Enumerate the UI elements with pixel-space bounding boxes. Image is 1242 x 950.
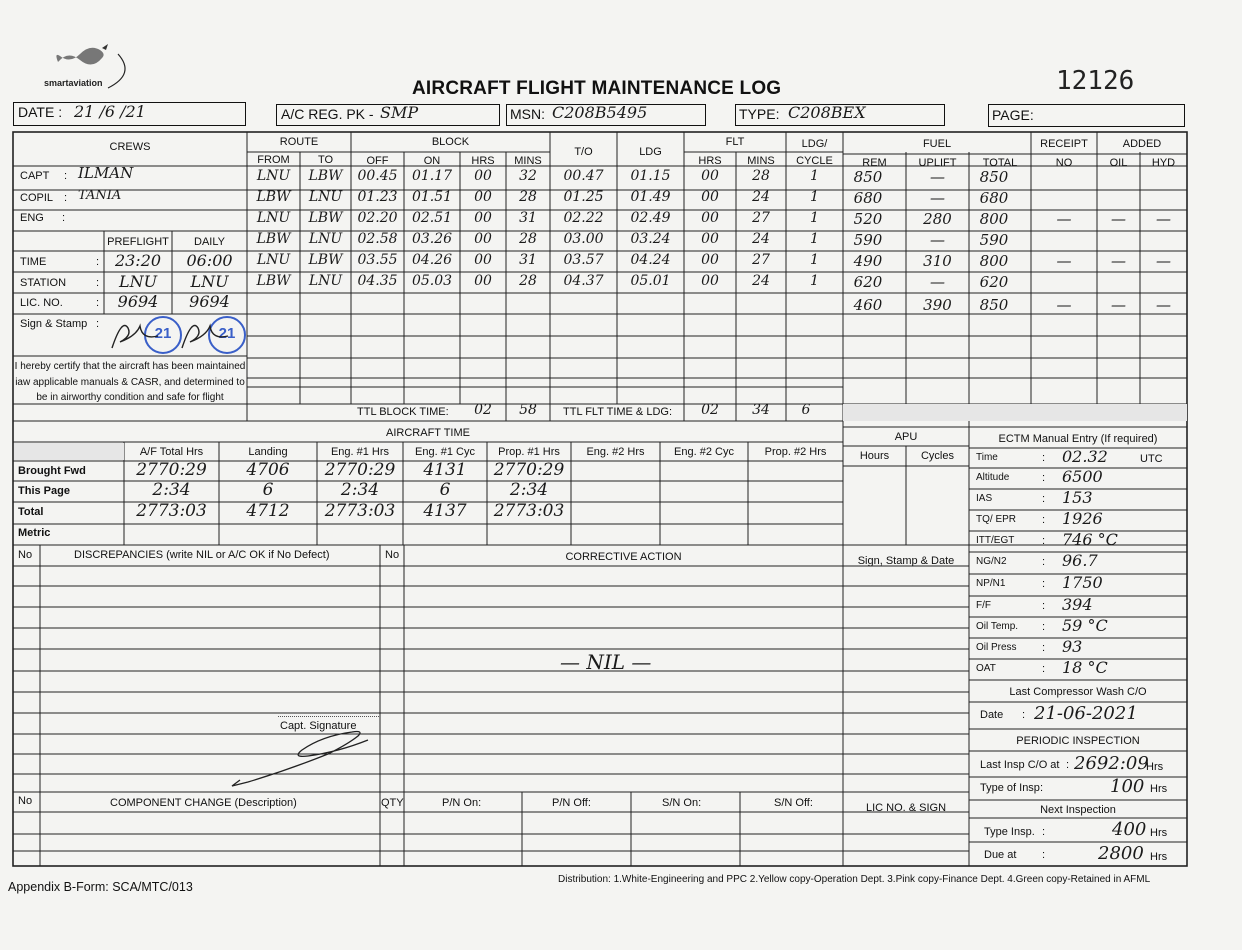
aircraft-time-col-header: Prop. #2 Hrs — [764, 446, 827, 458]
aircraft-time-row-label: This Page — [18, 485, 70, 497]
ectm-row-value[interactable]: 59 °C — [1062, 616, 1108, 635]
lic-preflight[interactable]: 9694 — [117, 292, 159, 311]
comp-no-header: No — [18, 795, 33, 807]
flight-hrs-cell[interactable]: 00 — [474, 273, 492, 289]
ectm-colon: : — [1042, 642, 1046, 654]
flt-hrs-header: HRS — [698, 155, 722, 167]
type-insp-value[interactable]: 100 — [1110, 776, 1145, 797]
date-label: DATE : — [18, 104, 63, 120]
ectm-colon: : — [1042, 535, 1046, 547]
aircraft-time-cell[interactable]: 2773:03 — [324, 501, 396, 521]
ectm-row-value[interactable]: 746 °C — [1062, 530, 1118, 549]
due-unit: Hrs — [1150, 851, 1168, 863]
ectm-row-value[interactable]: 1750 — [1062, 573, 1103, 592]
ectm-row-label: Oil Temp. — [976, 621, 1019, 632]
compressor-wash-colon: : — [1022, 709, 1026, 721]
comp-pn-off-header: P/N Off: — [552, 797, 591, 809]
aircraft-time-cell[interactable]: 2770:29 — [136, 460, 207, 480]
aircraft-time-cell[interactable]: 2773:03 — [493, 501, 565, 521]
due-value[interactable]: 2800 — [1098, 843, 1144, 864]
flight-to-cell[interactable]: LBW — [308, 210, 343, 226]
ectm-row-value[interactable]: 153 — [1062, 488, 1093, 507]
ectm-row-value[interactable]: 18 °C — [1062, 658, 1108, 677]
time-daily[interactable]: 06:00 — [186, 251, 233, 270]
flight-to-time-cell[interactable]: 04.37 — [563, 273, 604, 289]
corrective-title: CORRECTIVE ACTION — [565, 551, 682, 563]
flight-off-cell[interactable]: 02.20 — [357, 210, 398, 226]
ectm-row-label: IAS — [976, 493, 993, 504]
flight-from-cell[interactable]: LBW — [256, 231, 291, 247]
next-type-unit: Hrs — [1150, 827, 1168, 839]
ectm-row-label: Altitude — [976, 472, 1010, 483]
fuel-uplift-cell[interactable]: 280 — [923, 210, 952, 228]
flight-flt-hrs-cell[interactable]: 00 — [701, 210, 719, 226]
flight-flt-hrs-cell[interactable]: 00 — [701, 231, 719, 247]
aircraft-time-col-header: A/F Total Hrs — [139, 446, 204, 458]
flt-header: FLT — [725, 136, 745, 148]
flight-mins-cell[interactable]: 28 — [519, 273, 537, 289]
flight-flt-mins-cell[interactable]: 24 — [752, 231, 770, 247]
comp-sn-on-header: S/N On: — [662, 797, 702, 809]
station-colon: : — [96, 277, 100, 289]
fuel-rem-cell[interactable]: 490 — [853, 252, 883, 270]
flight-to-cell[interactable]: LBW — [308, 168, 343, 184]
aircraft-time-row-label: Brought Fwd — [18, 465, 86, 477]
apu-hours-header: Hours — [859, 450, 890, 462]
station-label: STATION — [20, 277, 67, 289]
rem-header: REM — [862, 157, 887, 169]
fuel-uplift-cell[interactable]: — — [930, 273, 945, 291]
flight-ldg-cell[interactable]: 03.24 — [630, 231, 671, 247]
time-label: TIME — [20, 256, 47, 268]
fuel-total-cell[interactable]: 850 — [979, 296, 1009, 314]
compressor-wash-date[interactable]: 21-06-2021 — [1034, 703, 1138, 724]
flight-mins-cell[interactable]: 28 — [519, 231, 537, 247]
last-insp-value[interactable]: 2692:09 — [1074, 753, 1149, 774]
copil-value[interactable]: TANIA — [78, 188, 122, 203]
station-preflight[interactable]: LNU — [118, 272, 158, 291]
fuel-rem-cell[interactable]: 520 — [853, 210, 883, 228]
flight-off-cell[interactable]: 04.35 — [357, 273, 398, 289]
type-value[interactable]: C208BEX — [788, 103, 866, 122]
off-header: OFF — [366, 155, 389, 167]
to-header: TO — [317, 154, 334, 166]
capt-signature-label: Capt. Signature — [280, 720, 357, 732]
comp-sn-off-header: S/N Off: — [774, 797, 813, 809]
fuel-uplift-cell[interactable]: 310 — [923, 252, 952, 270]
ectm-colon: : — [1042, 578, 1046, 590]
lic-label: LIC. NO. — [20, 297, 63, 309]
flight-to-time-cell[interactable]: 03.57 — [563, 252, 604, 268]
flight-flt-hrs-cell[interactable]: 00 — [701, 189, 719, 205]
fuel-total-cell[interactable]: 680 — [979, 189, 1009, 207]
fuel-uplift-cell[interactable]: — — [930, 168, 945, 186]
ttl-shade — [843, 404, 1187, 421]
station-daily[interactable]: LNU — [190, 272, 229, 291]
corr-no-header: No — [385, 549, 400, 561]
flight-hrs-cell[interactable]: 00 — [474, 252, 492, 268]
ectm-row-label: NP/N1 — [976, 578, 1006, 589]
flight-to-cell[interactable]: LNU — [308, 189, 343, 205]
flight-ldg-cell[interactable]: 01.15 — [630, 168, 671, 184]
hrs-header: HRS — [471, 155, 495, 167]
fuel-oil-cell[interactable]: — — [1111, 296, 1126, 314]
capt-signature-scribble — [232, 732, 368, 787]
ac-reg-value[interactable]: SMP — [380, 103, 419, 122]
flight-from-cell[interactable]: LNU — [256, 210, 291, 226]
ldg-header: LDG — [639, 146, 662, 158]
flight-mins-cell[interactable]: 31 — [519, 210, 537, 226]
msn-label: MSN: — [510, 106, 545, 122]
flight-hrs-cell[interactable]: 00 — [474, 168, 492, 184]
ectm-colon: : — [1042, 663, 1046, 675]
aircraft-time-cell[interactable]: 2770:29 — [493, 460, 565, 480]
ectm-colon: : — [1042, 600, 1046, 612]
compressor-wash-date-label: Date — [980, 709, 1004, 721]
sign-colon: : — [96, 318, 100, 330]
ectm-title: ECTM Manual Entry (If required) — [998, 433, 1158, 445]
copil-colon: : — [64, 192, 68, 204]
lic-colon: : — [96, 297, 100, 309]
ectm-row-label: NG/N2 — [976, 556, 1007, 567]
flight-flt-hrs-cell[interactable]: 00 — [701, 168, 719, 184]
flight-off-cell[interactable]: 03.55 — [357, 252, 398, 268]
next-type-value[interactable]: 400 — [1112, 819, 1147, 840]
to-time-header: T/O — [574, 146, 593, 158]
ectm-row-label: ITT/EGT — [976, 535, 1015, 546]
ectm-row-label: F/F — [976, 600, 991, 611]
aircraft-time-cell[interactable]: 2:34 — [152, 480, 191, 500]
comp-lic-sign-header: LIC NO. & SIGN — [865, 802, 947, 814]
capt-value[interactable]: ILMAN — [78, 164, 134, 182]
ectm-row-value[interactable]: 394 — [1062, 595, 1093, 614]
aircraft-time-cell[interactable]: 2770:29 — [324, 460, 396, 480]
flight-flt-mins-cell[interactable]: 27 — [752, 252, 770, 268]
last-insp-unit: Hrs — [1146, 761, 1164, 773]
aircraft-time-col-header: Prop. #1 Hrs — [498, 446, 560, 458]
mins-header: MINS — [514, 155, 542, 167]
crew-signatures — [104, 314, 247, 356]
aircraft-time-col-header: Landing — [248, 446, 288, 458]
flight-mins-cell[interactable]: 32 — [519, 168, 537, 184]
last-insp-colon: : — [1066, 759, 1070, 771]
flight-hrs-cell[interactable]: 00 — [474, 231, 492, 247]
flight-to-time-cell[interactable]: 03.00 — [563, 231, 604, 247]
flight-on-cell[interactable]: 01.51 — [411, 189, 453, 205]
fuel-total-cell[interactable]: 620 — [979, 273, 1009, 291]
flight-on-cell[interactable]: 02.51 — [411, 210, 453, 226]
daily-stamp-number: 21 — [218, 325, 236, 342]
last-insp-label: Last Insp C/O at — [980, 759, 1060, 771]
form-title: AIRCRAFT FLIGHT MAINTENANCE LOG — [412, 78, 782, 99]
msn-value[interactable]: C208B5495 — [552, 103, 648, 122]
flight-on-cell[interactable]: 03.26 — [411, 231, 453, 247]
date-value[interactable]: 21 /6 /21 — [74, 102, 146, 121]
ectm-row-label: Time — [976, 452, 998, 463]
flight-flt-mins-cell[interactable]: 24 — [752, 273, 770, 289]
fuel-uplift-cell[interactable]: 390 — [923, 296, 952, 314]
aircraft-time-col-header: Eng. #1 Hrs — [330, 446, 390, 458]
flight-flt-mins-cell[interactable]: 24 — [752, 189, 770, 205]
flight-from-cell[interactable]: LNU — [256, 168, 291, 184]
ldg-cycle-header — [786, 136, 843, 170]
fuel-rem-cell[interactable]: 460 — [853, 296, 883, 314]
flight-from-cell[interactable]: LBW — [256, 273, 291, 289]
flight-on-cell[interactable]: 01.17 — [411, 168, 453, 184]
certify-text: I hereby certify that the aircraft has been maintained iaw applicable manuals & CASR, and determined to be in airworthy condition and safe for flight — [14, 361, 246, 403]
nil-entry[interactable]: — NIL — — [560, 650, 652, 674]
flight-to-cell[interactable]: LNU — [308, 273, 343, 289]
fuel-receipt-cell[interactable]: — — [1056, 252, 1072, 270]
fuel-oil-cell[interactable]: — — [1111, 252, 1126, 270]
flight-on-cell[interactable]: 05.03 — [411, 273, 453, 289]
ttl-flt-label: TTL FLT TIME & LDG: — [563, 406, 673, 418]
flight-flt-hrs-cell[interactable]: 00 — [701, 273, 719, 289]
flight-mins-cell[interactable]: 28 — [519, 189, 537, 205]
flight-to-time-cell[interactable]: 00.47 — [563, 168, 604, 184]
fuel-rem-cell[interactable]: 850 — [853, 168, 883, 186]
aircraft-time-row-label: Total — [18, 506, 44, 518]
flight-to-time-cell[interactable]: 02.22 — [563, 210, 604, 226]
comp-qty-header: QTY — [381, 797, 404, 809]
fuel-total-cell[interactable]: 590 — [979, 231, 1009, 249]
flt-mins-header: MINS — [747, 155, 775, 167]
flight-flt-mins-cell[interactable]: 27 — [752, 210, 770, 226]
hyd-header: HYD — [1151, 157, 1176, 169]
serial-number: 12126 — [1056, 66, 1135, 96]
flight-off-cell[interactable]: 02.58 — [357, 231, 398, 247]
flight-cycle-cell[interactable]: 1 — [810, 168, 819, 184]
flight-cycle-cell[interactable]: 1 — [810, 189, 819, 205]
fuel-hyd-cell[interactable]: — — [1156, 296, 1171, 314]
aircraft-time-cell[interactable]: 4131 — [423, 460, 467, 480]
ectm-row-value[interactable]: 93 — [1062, 637, 1083, 656]
crews-header: CREWS — [109, 141, 151, 153]
sign-stamp-label: Sign & Stamp — [20, 318, 88, 330]
lic-daily[interactable]: 9694 — [189, 292, 230, 311]
receipt-header: RECEIPT — [1040, 138, 1088, 150]
flight-cycle-cell[interactable]: 1 — [810, 273, 819, 289]
flight-hrs-cell[interactable]: 00 — [474, 210, 492, 226]
capt-label: CAPT — [20, 170, 50, 182]
ectm-row-label: OAT — [976, 663, 996, 674]
fuel-header: FUEL — [922, 138, 952, 150]
disc-title: DISCREPANCIES (write NIL or A/C OK if No Defect) — [74, 549, 330, 561]
aircraft-time-shade — [14, 443, 124, 460]
aircraft-time-cell[interactable]: 4712 — [246, 501, 290, 521]
flight-off-cell[interactable]: 01.23 — [357, 189, 398, 205]
capt-colon: : — [64, 170, 68, 182]
time-preflight[interactable]: 23:20 — [114, 251, 162, 270]
fuel-hyd-cell[interactable]: — — [1156, 252, 1171, 270]
ectm-colon: : — [1042, 514, 1046, 526]
ldg-cycle-header-text: LDG/ CYCLE — [796, 138, 833, 167]
flight-hrs-cell[interactable]: 00 — [474, 189, 492, 205]
next-insp-title: Next Inspection — [1040, 804, 1116, 816]
flight-on-cell[interactable]: 04.26 — [411, 252, 453, 268]
flight-cycle-cell[interactable]: 1 — [810, 231, 819, 247]
next-type-colon: : — [1042, 826, 1046, 838]
fuel-hyd-cell[interactable]: — — [1156, 210, 1171, 228]
ttl-block-mins[interactable]: 58 — [519, 402, 537, 418]
aircraft-time-cell[interactable]: 2:34 — [340, 480, 380, 500]
flight-cycle-cell[interactable]: 1 — [810, 252, 819, 268]
fuel-uplift-cell[interactable]: — — [930, 189, 945, 207]
fuel-total-cell[interactable]: 800 — [979, 210, 1009, 228]
daily-header: DAILY — [194, 236, 225, 248]
fuel-total-cell[interactable]: 850 — [979, 168, 1009, 186]
comp-title: COMPONENT CHANGE (Description) — [110, 797, 297, 809]
flight-cycle-cell[interactable]: 1 — [810, 210, 819, 226]
type-insp-unit: Hrs — [1150, 783, 1168, 795]
block-header: BLOCK — [431, 136, 470, 148]
ectm-colon: : — [1042, 472, 1046, 484]
compressor-wash-title: Last Compressor Wash C/O — [1009, 686, 1147, 698]
flight-from-cell[interactable]: LNU — [256, 252, 291, 268]
ectm-colon: : — [1042, 556, 1046, 568]
ac-reg-label: A/C REG. PK - — [281, 106, 374, 122]
ectm-row-unit: UTC — [1140, 453, 1163, 465]
on-header: ON — [423, 155, 441, 167]
route-header: ROUTE — [279, 136, 319, 148]
fuel-total-cell[interactable]: 800 — [979, 252, 1009, 270]
aircraft-time-row-label: Metric — [18, 527, 51, 539]
due-label: Due at — [984, 849, 1017, 861]
ectm-row-label: Oil Press — [976, 642, 1017, 653]
ttl-flt-hrs[interactable]: 02 — [701, 402, 719, 418]
flight-to-cell[interactable]: LNU — [308, 231, 343, 247]
ectm-row-label: TQ/ EPR — [976, 514, 1017, 525]
page-label: PAGE: — [992, 107, 1034, 123]
type-label: TYPE: — [739, 106, 780, 122]
fuel-receipt-cell[interactable]: — — [1056, 210, 1072, 228]
aircraft-time-cell[interactable]: 2:34 — [509, 480, 549, 500]
flight-mins-cell[interactable]: 31 — [519, 252, 537, 268]
type-insp-label: Type of Insp — [980, 782, 1040, 794]
ectm-row-value[interactable]: 1926 — [1062, 509, 1103, 528]
eng-colon: : — [62, 212, 66, 224]
form-id: Appendix B-Form: SCA/MTC/013 — [8, 880, 193, 894]
receipt-no-header: NO — [1055, 157, 1073, 169]
ttl-flt-mins[interactable]: 34 — [752, 402, 770, 418]
preflight-header: PREFLIGHT — [107, 236, 169, 248]
total-header: TOTAL — [982, 157, 1018, 169]
flight-ldg-cell[interactable]: 02.49 — [630, 210, 671, 226]
ttl-block-hrs[interactable]: 02 — [474, 402, 492, 418]
logo-text: smartaviation — [44, 78, 103, 88]
flight-from-cell[interactable]: LBW — [256, 189, 291, 205]
ectm-colon: : — [1042, 452, 1046, 464]
flight-flt-hrs-cell[interactable]: 00 — [701, 252, 719, 268]
fuel-receipt-cell[interactable]: — — [1056, 296, 1072, 314]
time-colon: : — [96, 256, 100, 268]
flight-flt-mins-cell[interactable]: 28 — [752, 168, 770, 184]
flight-to-time-cell[interactable]: 01.25 — [563, 189, 604, 205]
periodic-title: PERIODIC INSPECTION — [1016, 735, 1140, 747]
ttl-ldg[interactable]: 6 — [801, 402, 811, 418]
copil-label: COPIL — [20, 192, 54, 204]
oil-header: OIL — [1109, 157, 1128, 169]
added-header: ADDED — [1122, 138, 1162, 150]
aircraft-time-cell[interactable]: 4137 — [423, 501, 467, 521]
next-type-label: Type Insp. — [984, 826, 1035, 838]
apu-cycles-header: Cycles — [920, 450, 954, 462]
flight-ldg-cell[interactable]: 05.01 — [630, 273, 671, 289]
comp-pn-on-header: P/N On: — [442, 797, 482, 809]
fuel-rem-cell[interactable]: 590 — [853, 231, 883, 249]
flight-off-cell[interactable]: 00.45 — [357, 168, 398, 184]
ectm-colon: : — [1042, 621, 1046, 633]
distribution-note: Distribution: 1.White-Engineering and PPC 2.Yellow copy-Operation Dept. 3.Pink copy-Finance Dept. 4.Green copy-Retained in AFML — [558, 874, 1151, 885]
eng-label: ENG — [20, 212, 44, 224]
aircraft-time-cell[interactable]: 2773:03 — [136, 501, 207, 521]
fuel-rem-cell[interactable]: 620 — [853, 273, 883, 291]
flight-to-cell[interactable]: LBW — [308, 252, 343, 268]
aircraft-time-col-header: Eng. #1 Cyc — [415, 446, 475, 458]
preflight-stamp-number: 21 — [154, 325, 172, 342]
uplift-header: UPLIFT — [918, 157, 957, 169]
due-colon: : — [1042, 849, 1046, 861]
fuel-oil-cell[interactable]: — — [1111, 210, 1126, 228]
aircraft-time-col-header: Eng. #2 Cyc — [674, 446, 734, 458]
aircraft-time-cell[interactable]: 4706 — [246, 460, 290, 480]
ectm-colon: : — [1042, 493, 1046, 505]
ectm-row-value[interactable]: 96.7 — [1062, 551, 1098, 570]
aircraft-time-col-header: Eng. #2 Hrs — [586, 446, 645, 458]
aircraft-time-cell[interactable]: 6 — [439, 480, 451, 500]
from-header: FROM — [257, 154, 290, 166]
ectm-row-value[interactable]: 02.32 — [1062, 447, 1108, 466]
flight-ldg-cell[interactable]: 04.24 — [630, 252, 671, 268]
ttl-block-label: TTL BLOCK TIME: — [357, 406, 449, 418]
apu-title: APU — [894, 431, 918, 443]
aircraft-time-title: AIRCRAFT TIME — [386, 427, 470, 439]
disc-no-header: No — [18, 549, 33, 561]
capt-signature-box — [278, 716, 379, 718]
aircraft-time-cell[interactable]: 6 — [262, 480, 274, 500]
fuel-uplift-cell[interactable]: — — [930, 231, 945, 249]
flight-ldg-cell[interactable]: 01.49 — [630, 189, 671, 205]
fuel-rem-cell[interactable]: 680 — [853, 189, 883, 207]
ectm-row-value[interactable]: 6500 — [1062, 467, 1103, 486]
type-insp-colon: : — [1040, 782, 1044, 794]
sign-stamp-date-title: Sign, Stamp & Date — [857, 555, 955, 567]
